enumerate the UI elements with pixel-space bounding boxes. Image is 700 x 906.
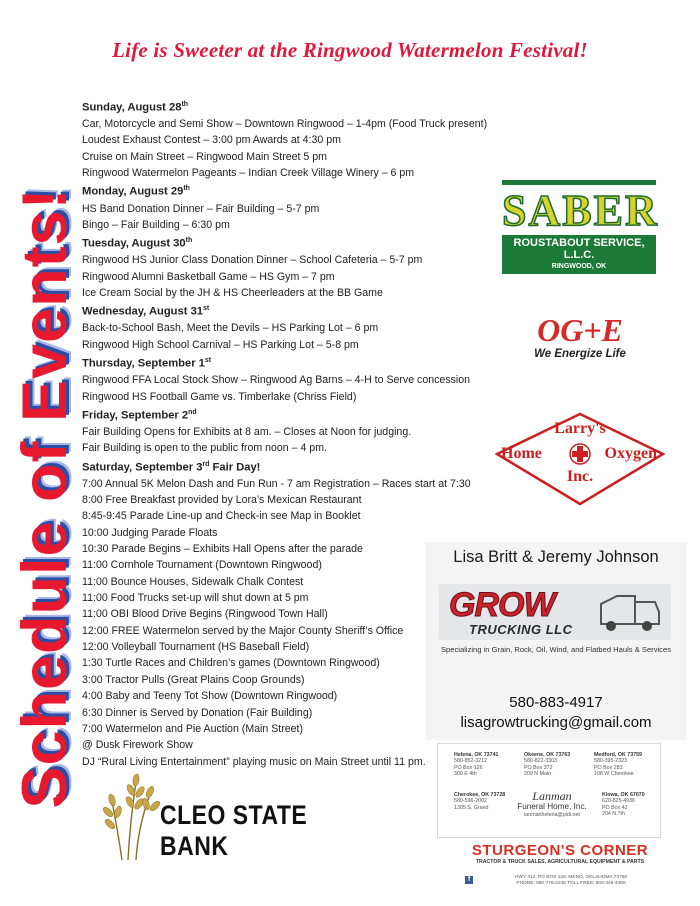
- day-ordinal-suffix: st: [203, 305, 210, 313]
- grow-owner-names: Lisa Britt & Jeremy Johnson: [453, 548, 659, 566]
- schedule-event: HS Band Donation Dinner – Fair Building – 5-7 pm: [82, 202, 320, 215]
- schedule-event: 11:00 OBI Blood Drive Begins (Ringwood Town Hall): [82, 608, 328, 621]
- day-name: Sunday, August 28: [82, 101, 182, 114]
- lanman-email: lanmanhelena@pldi.net: [524, 812, 580, 818]
- lanman-subtitle: Funeral Home, Inc.: [517, 802, 587, 811]
- festival-banner: Life is Sweeter at the Ringwood Watermelon Festival!: [112, 38, 588, 62]
- office-box: PO Box 372: [524, 764, 553, 771]
- schedule-event: Bingo – Fair Building – 6:30 pm: [82, 218, 230, 231]
- saber-wordmark: SABER: [502, 186, 659, 235]
- day-name: Friday, September 2: [82, 409, 189, 422]
- sturgeons-corner-ad: [460, 842, 660, 902]
- office-street: 204 N 7th: [602, 811, 625, 818]
- schedule-event: 11:00 Food Trucks set-up will shut down at 5 pm: [82, 592, 309, 605]
- office-city: Helena, OK 73741: [454, 752, 499, 758]
- schedule-day-heading: [82, 181, 502, 200]
- schedule-event: Ringwood HS Football Game vs. Timberlake (Chriss Field): [82, 390, 357, 403]
- office-city: Kiowa, OK 67070: [602, 792, 645, 798]
- larrys-oxygen: Oxygen: [604, 445, 657, 462]
- cleo-bank-name: CLEO STATE BANK: [160, 799, 308, 861]
- office-street: 209 N Main: [524, 771, 552, 778]
- schedule-event: 7:00 Watermelon and Pie Auction (Main Street): [82, 722, 304, 735]
- day-ordinal-suffix: th: [181, 101, 189, 108]
- sturgeon-address: HWY 412, PO BOX 128, MENO, OKLAHOMA 73760: [514, 875, 628, 880]
- grow-wordmark: GROW: [449, 586, 555, 624]
- schedule-event: 10:00 Judging Parade Floats: [82, 526, 218, 539]
- day-name: Wednesday, August 31: [82, 306, 204, 319]
- schedule-day-heading: [82, 353, 502, 372]
- oge-logo: [500, 312, 660, 360]
- lanman-office-helena: [454, 752, 498, 778]
- sturgeon-tagline: TRACTOR & TRUCK SALES, AGRICULTURAL EQUIPMENT & PARTS: [475, 859, 645, 865]
- day-name: Monday, August 29: [82, 186, 184, 199]
- oge-wordmark: OG+E: [537, 312, 623, 348]
- saber-line2: RINGWOOD, OK: [551, 263, 607, 270]
- schedule-event: 11:00 Cornhole Tournament (Downtown Ringwood): [82, 559, 322, 572]
- grow-specialty: Specializing in Grain, Rock, Oil, Wind, and Flatbed Hauls & Services: [440, 645, 672, 654]
- office-city: Cherokee, OK 73728: [454, 792, 506, 798]
- sturgeon-name: STURGEON'S CORNER: [471, 842, 649, 859]
- schedule-day-heading: [82, 97, 502, 116]
- day-ordinal-suffix: th: [185, 237, 193, 245]
- schedule-event: 4:00 Baby and Teeny Tot Show (Downtown Ringwood): [82, 690, 338, 703]
- lanman-office-okeene: [524, 752, 570, 778]
- saber-caption: [502, 235, 656, 274]
- office-phone: 580-822-3303: [524, 758, 557, 765]
- schedule-event: 8:00 Free Breakfast provided by Lora’s Mexican Restaurant: [82, 494, 362, 507]
- schedule-event: Ringwood HS Junior Class Donation Dinner – School Cafeteria – 5-7 pm: [82, 254, 423, 267]
- office-city: Medford, OK 73759: [594, 752, 642, 758]
- schedule-day-heading: [82, 233, 502, 252]
- schedule-title: Schedule of Events!: [10, 187, 80, 809]
- schedule-event: Ringwood Watermelon Pageants – Indian Creek Village Winery – 6 pm: [82, 167, 415, 180]
- schedule-day-heading: [82, 405, 502, 424]
- lanman-name: Lanman: [532, 789, 572, 803]
- schedule-event: 12:00 FREE Watermelon served by the Major County Sheriff’s Office: [82, 624, 404, 637]
- office-box: PO Box 42: [602, 804, 628, 811]
- office-city: Okeene, OK 73763: [524, 752, 571, 758]
- schedule-title-container: [6, 98, 84, 898]
- grow-trucking-ad: [425, 542, 687, 740]
- office-street: 108 W Cherokee: [594, 771, 634, 778]
- schedule-day-heading: [82, 301, 502, 320]
- schedule-event: Back-to-School Bash, Meet the Devils – HS Parking Lot – 6 pm: [82, 322, 379, 335]
- office-phone: 580-852-3212: [454, 758, 487, 765]
- schedule-event: Ringwood Alumni Basketball Game – HS Gym – 7 pm: [82, 270, 335, 283]
- day-name: Saturday, September 3: [82, 461, 203, 474]
- lanman-name-block: [506, 790, 598, 819]
- office-phone: 620-825-4936: [602, 798, 635, 805]
- schedule-event: 1:30 Turtle Races and Children’s games (Downtown Ringwood): [82, 657, 380, 670]
- schedule-event: @ Dusk Firework Show: [82, 739, 193, 752]
- schedule-event: 3:00 Tractor Pulls (Great Plains Coop Grounds): [82, 673, 305, 686]
- grow-phone: 580-883-4917: [509, 694, 603, 711]
- day-ordinal-suffix: rd: [202, 460, 210, 468]
- grow-subwordmark: TRUCKING LLC: [469, 622, 573, 637]
- day-label: Fair Day!: [209, 461, 261, 474]
- grow-logo: [439, 584, 671, 640]
- day-name: Tuesday, August 30: [82, 237, 186, 250]
- schedule-event: 12:00 Volleyball Tournament (HS Baseball Field): [82, 641, 310, 654]
- larrys-oxygen-logo: [495, 412, 665, 508]
- schedule-event: 11:00 Bounce Houses, Sidewalk Chalk Contest: [82, 575, 304, 588]
- office-box: PO Box 126: [454, 764, 483, 771]
- schedule-day-heading: [82, 457, 502, 476]
- office-phone: 580-596-2002: [454, 798, 487, 805]
- day-ordinal-suffix: th: [183, 185, 190, 193]
- schedule-event: 8:45-9:45 Parade Line-up and Check-in see Map in Booklet: [82, 510, 361, 523]
- office-street: 309 E 4th: [454, 771, 477, 778]
- schedule-event: DJ “Rural Living Entertainment” playing music on Main Street until 11 pm.: [82, 755, 426, 768]
- larrys-inc: Inc.: [566, 468, 594, 485]
- schedule-event: Fair Building Opens for Exhibits at 8 am. – Closes at Noon for judging.: [82, 425, 412, 438]
- lanman-funeral-home-ad: [437, 743, 661, 838]
- oge-tagline: We Energize Life: [534, 348, 626, 360]
- day-name: Thursday, September 1: [82, 357, 205, 370]
- schedule-event: Car, Motorcycle and Semi Show – Downtown Ringwood – 1-4pm (Food Truck present): [82, 118, 488, 131]
- schedule-event: Ice Cream Social by the JH & HS Cheerleaders at the BB Game: [82, 286, 383, 299]
- larrys-home: Home: [501, 445, 542, 462]
- office-box: PO Box 283: [594, 764, 623, 771]
- schedule-event: Cruise on Main Street – Ringwood Main Street 5 pm: [82, 150, 327, 163]
- wheat-icon: [98, 762, 168, 862]
- schedule-event: Ringwood FFA Local Stock Show – Ringwood Ag Barns – 4-H to Serve concession: [82, 374, 471, 387]
- cleo-state-bank-logo: [98, 762, 358, 862]
- schedule-event: 10:30 Parade Begins – Exhibits Hall Opens after the parade: [82, 543, 363, 556]
- office-phone: 580-395-2323: [594, 758, 627, 765]
- day-ordinal-suffix: st: [204, 357, 212, 365]
- facebook-icon: f: [465, 876, 473, 884]
- sturgeon-contact: [482, 875, 660, 887]
- larrys-name: Larry's: [554, 420, 606, 437]
- saber-logo: [502, 180, 659, 270]
- lanman-office-medford: [594, 752, 642, 778]
- saber-line1: ROUSTABOUT SERVICE, L.L.C.: [513, 237, 645, 261]
- schedule-event: Ringwood High School Carnival – HS Parking Lot – 5-8 pm: [82, 338, 359, 351]
- schedule-event: 7:00 Annual 5K Melon Dash and Fun Run - 7 am Registration – Races start at 7:30: [82, 477, 471, 490]
- saber-top-bar: [502, 180, 656, 185]
- grow-email: lisagrowtrucking@gmail.com: [460, 714, 652, 731]
- day-ordinal-suffix: nd: [188, 408, 197, 416]
- lanman-office-kiowa: [602, 792, 645, 818]
- office-box: 1305 S. Grand: [454, 804, 489, 811]
- sturgeon-phones: PHONE: 580-776-2245 TOLL FREE: 800-345-4456: [516, 881, 626, 886]
- lanman-office-cherokee: [454, 792, 505, 811]
- schedule-event: Loudest Exhaust Contest – 3:00 pm Awards at 4:30 pm: [82, 134, 341, 147]
- truck-icon: [595, 590, 663, 634]
- schedule-event: Fair Building is open to the public from noon – 4 pm.: [82, 442, 327, 455]
- schedule-event: 6:30 Dinner is Served by Donation (Fair Building): [82, 706, 313, 719]
